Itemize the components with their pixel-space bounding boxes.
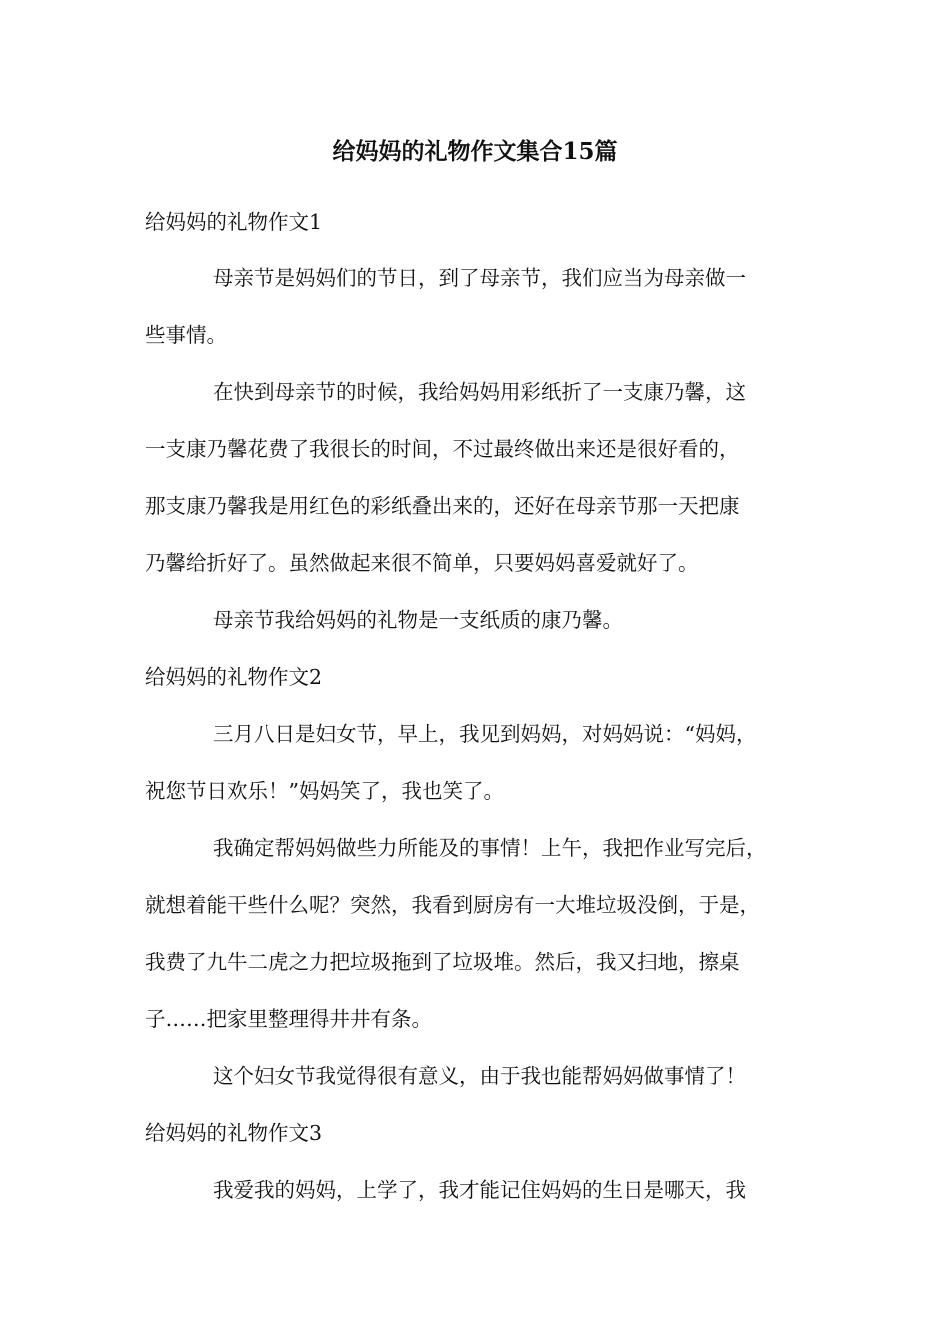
paragraph-line: 一支康乃馨花费了我很长的时间，不过最终做出来还是很好看的，: [145, 437, 740, 461]
paragraph-line: 我爱我的妈妈，上学了，我才能记住妈妈的生日是哪天，我: [213, 1178, 746, 1202]
paragraph-line: 祝您节日欢乐！”妈妈笑了，我也笑了。: [145, 779, 504, 803]
document-title: 给妈妈的礼物作文集合15篇: [332, 138, 618, 165]
paragraph-line: 这个妇女节我觉得很有意义，由于我也能帮妈妈做事情了！: [213, 1064, 746, 1088]
paragraph-line: 在快到母亲节的时候，我给妈妈用彩纸折了一支康乃馨，这: [213, 380, 746, 404]
paragraph-line: 些事情。: [145, 323, 227, 347]
paragraph-line: 乃馨给折好了。虽然做起来很不简单，只要妈妈喜爱就好了。: [145, 551, 699, 575]
paragraph-line: 三月八日是妇女节，早上，我见到妈妈，对妈妈说：“妈妈，: [213, 722, 757, 746]
paragraph-line: 我费了九牛二虎之力把垃圾拖到了垃圾堆。然后，我又扫地，擦桌: [145, 950, 740, 974]
paragraph-line: 母亲节我给妈妈的礼物是一支纸质的康乃馨。: [213, 608, 623, 632]
paragraph-line: 母亲节是妈妈们的节日，到了母亲节，我们应当为母亲做一: [213, 266, 746, 290]
essay-1-heading: 给妈妈的礼物作文1: [145, 210, 323, 234]
paragraph-line: 我确定帮妈妈做些力所能及的事情！上午，我把作业写完后，: [213, 836, 767, 860]
essay-2-heading: 给妈妈的礼物作文2: [145, 665, 323, 689]
paragraph-line: 子……把家里整理得井井有条。: [145, 1007, 432, 1031]
essay-3-heading: 给妈妈的礼物作文3: [145, 1121, 323, 1145]
paragraph-line: 就想着能干些什么呢？突然，我看到厨房有一大堆垃圾没倒，于是，: [145, 893, 760, 917]
paragraph-line: 那支康乃馨我是用红色的彩纸叠出来的，还好在母亲节那一天把康: [145, 494, 740, 518]
